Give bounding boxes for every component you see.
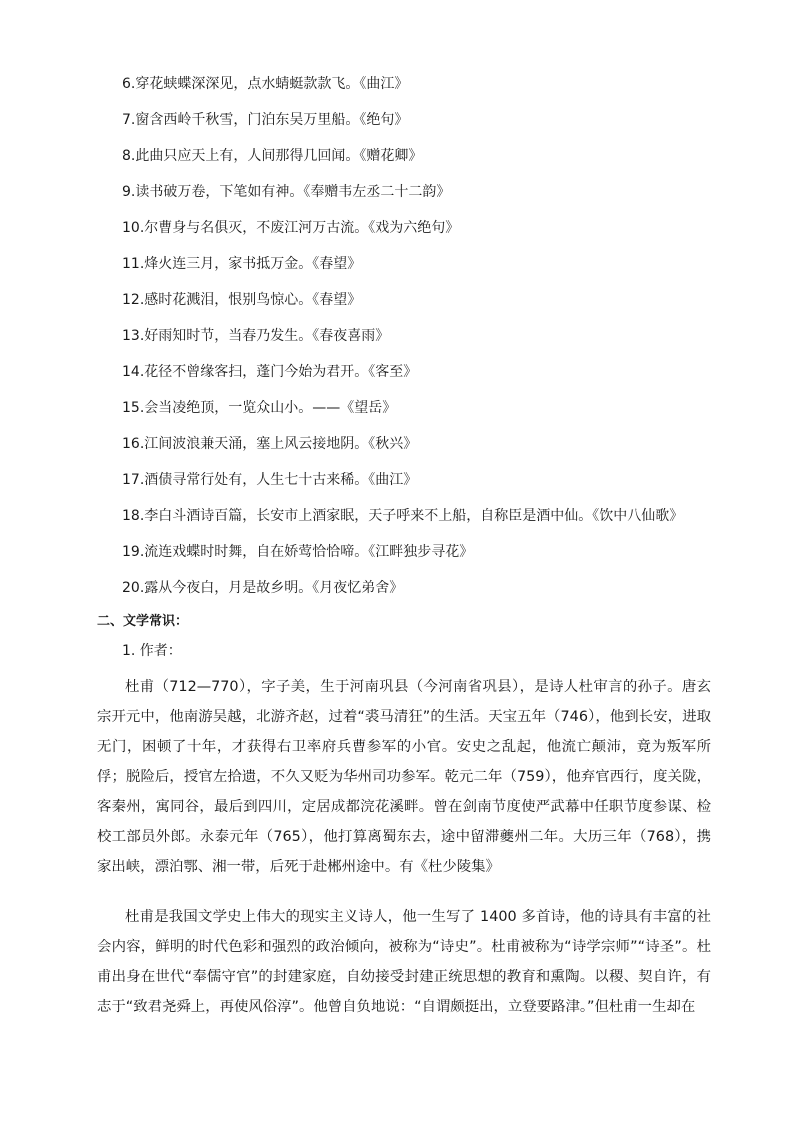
quote-line-11: 11.烽火连三月，家书抵万金。《春望》 xyxy=(122,256,362,272)
quote-line-15: 15.会当凌绝顶，一览众山小。——《望岳》 xyxy=(122,400,397,416)
section-subheading: 1. 作者： xyxy=(122,643,182,659)
quote-line-9: 9.读书破万卷，下笔如有神。《奉赠韦左丞二十二韵》 xyxy=(122,184,451,200)
author-paragraph-2: 杜甫是我国文学史上伟大的现实主义诗人，他一生写了 1400 多首诗，他的诗具有丰富的社会内容，鲜明的时代色彩和强烈的政治倾向，被称为“诗史”。杜甫被称为“诗学宗师”“诗圣”。杜甫出身在世代“奉儒守官”的封建家庭，自幼接受封建正统思想的教育和熏陶。以稷、契自许，有志于“致君尧舜上，再使风俗淳”。他曾自负地说：“自谓颇挺出，立登要路津。”但杜甫一生却在 xyxy=(97,909,711,1015)
quote-line-17: 17.酒债寻常行处有，人生七十古来稀。《曲江》 xyxy=(122,472,418,488)
quote-line-14: 14.花径不曾缘客扫，蓬门今始为君开。《客至》 xyxy=(122,364,418,380)
quote-line-18: 18.李白斗酒诗百篇，长安市上酒家眠，天子呼来不上船，自称臣是酒中仙。《饮中八仙歌》 xyxy=(122,508,684,524)
quote-line-12: 12.感时花溅泪，恨别鸟惊心。《春望》 xyxy=(122,292,362,308)
section-heading: 二、文学常识： xyxy=(97,614,189,629)
quote-line-10: 10.尔曹身与名俱灭，不废江河万古流。《戏为六绝句》 xyxy=(122,220,460,236)
quote-line-20: 20.露从今夜白，月是故乡明。《月夜忆弟舍》 xyxy=(122,580,404,596)
quote-line-6: 6.穿花蛱蝶深深见，点水蜻蜓款款飞。《曲江》 xyxy=(122,76,409,92)
quote-line-19: 19.流连戏蝶时时舞，自在娇莺恰恰啼。《江畔独步寻花》 xyxy=(122,544,474,560)
author-paragraph-1: 杜甫（712—770），字子美，生于河南巩县（今河南省巩县），是诗人杜审言的孙子。唐玄宗开元中，他南游吴越，北游齐赵，过着“裘马清狂”的生活。天宝五年（746），他到长安，进取无门，困顿了十年，才获得右卫率府兵曹参军的小官。安史之乱起，他流亡颠沛，竟为叛军所俘；脱险后，授官左拾遗，不久又贬为华州司功参军。乾元二年（759），他弃官西行，度关陇，客秦州，寓同谷，最后到四川，定居成都浣花溪畔。曾在剑南节度使严武幕中任职节度参谋、检校工部员外郎。永泰元年（765），他打算离蜀东去，途中留滞夔州二年。大历三年（768），携家出峡，漂泊鄂、湘一带，后死于赴郴州途中。有《杜少陵集》 xyxy=(97,679,711,875)
quote-line-13: 13.好雨知时节，当春乃发生。《春夜喜雨》 xyxy=(122,328,390,344)
quote-line-7: 7.窗含西岭千秋雪，门泊东吴万里船。《绝句》 xyxy=(122,112,409,128)
quote-line-16: 16.江间波浪兼天涌，塞上风云接地阴。《秋兴》 xyxy=(122,436,418,452)
quote-line-8: 8.此曲只应天上有，人间那得几回闻。《赠花卿》 xyxy=(122,148,423,164)
